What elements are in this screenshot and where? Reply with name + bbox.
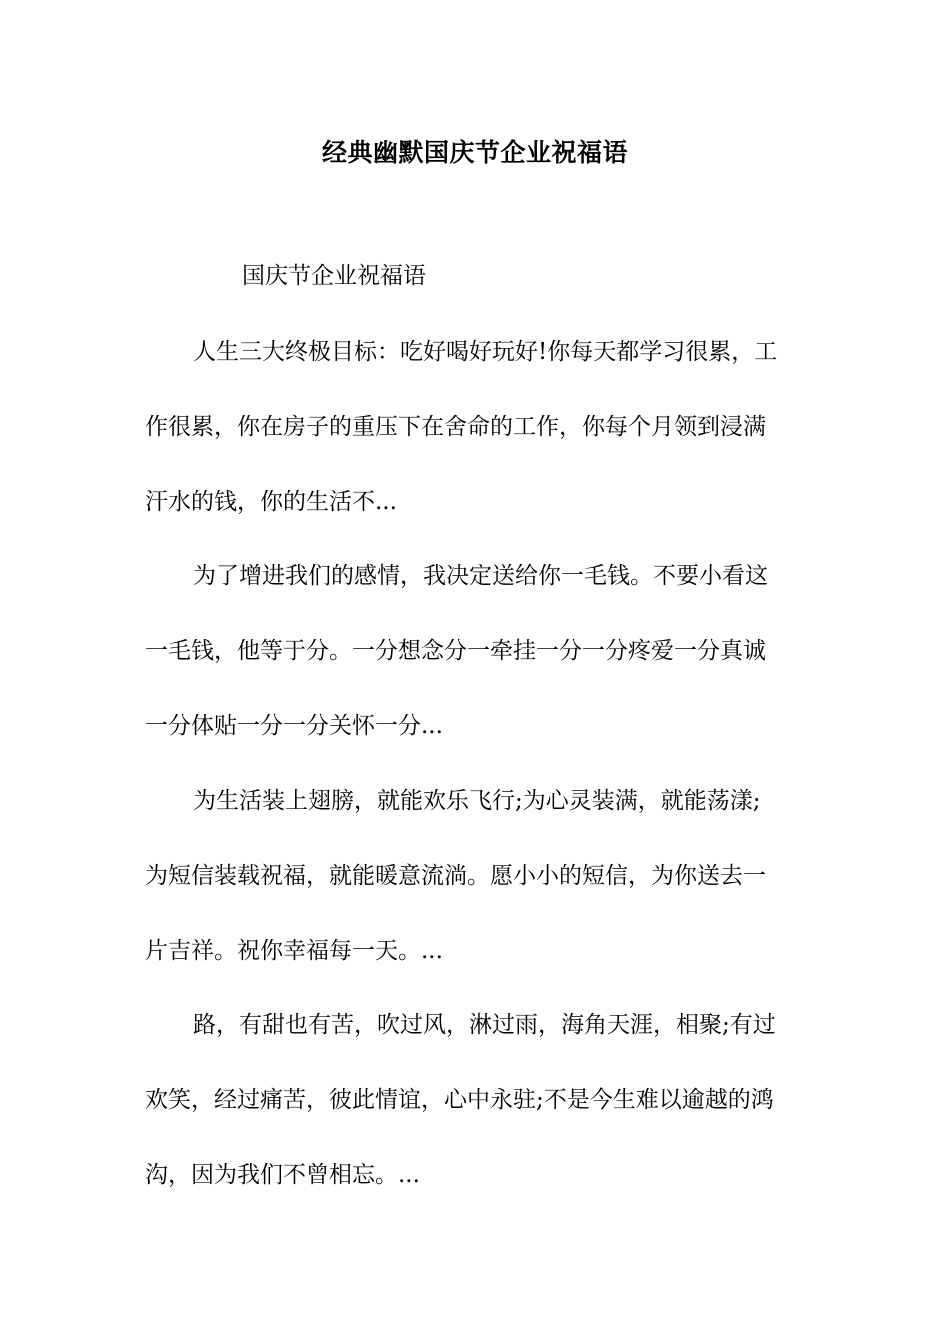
paragraph-line: 片吉祥。祝你幸福每一天。... bbox=[145, 938, 443, 964]
paragraph-line: 沟，因为我们不曾相忘。... bbox=[145, 1162, 420, 1188]
paragraph-line: 为生活装上翅膀，就能欢乐飞行;为心灵装满，就能荡漾; bbox=[193, 788, 761, 814]
paragraph-line: 欢笑，经过痛苦，彼此情谊，心中永驻;不是今生难以逾越的鸿 bbox=[145, 1087, 774, 1113]
paragraph-line: 汗水的钱，你的生活不... bbox=[145, 489, 397, 515]
paragraph-line: 作很累，你在房子的重压下在舍命的工作，你每个月领到浸满 bbox=[145, 414, 766, 440]
paragraph-line: 一毛钱，他等于分。一分想念分一牵挂一分一分疼爱一分真诚 bbox=[145, 638, 766, 664]
paragraph-4 bbox=[145, 1005, 810, 1245]
paragraph-line: 人生三大终极目标：吃好喝好玩好!你每天都学习很累，工 bbox=[193, 339, 778, 365]
paragraph-2 bbox=[145, 556, 810, 796]
document-title: 经典幽默国庆节企业祝福语 bbox=[321, 138, 628, 167]
paragraph-1 bbox=[145, 332, 810, 572]
document-subtitle: 国庆节企业祝福语 bbox=[242, 263, 426, 289]
paragraph-3 bbox=[145, 781, 810, 1021]
paragraph-line: 路，有甜也有苦，吹过风，淋过雨，海角天涯，相聚;有过 bbox=[193, 1012, 776, 1038]
paragraph-line: 一分体贴一分一分关怀一分... bbox=[145, 713, 443, 739]
paragraph-line: 为了增进我们的感情，我决定送给你一毛钱。不要小看这 bbox=[193, 563, 768, 589]
paragraph-line: 为短信装载祝福，就能暖意流淌。愿小小的短信，为你送去一 bbox=[145, 863, 766, 889]
